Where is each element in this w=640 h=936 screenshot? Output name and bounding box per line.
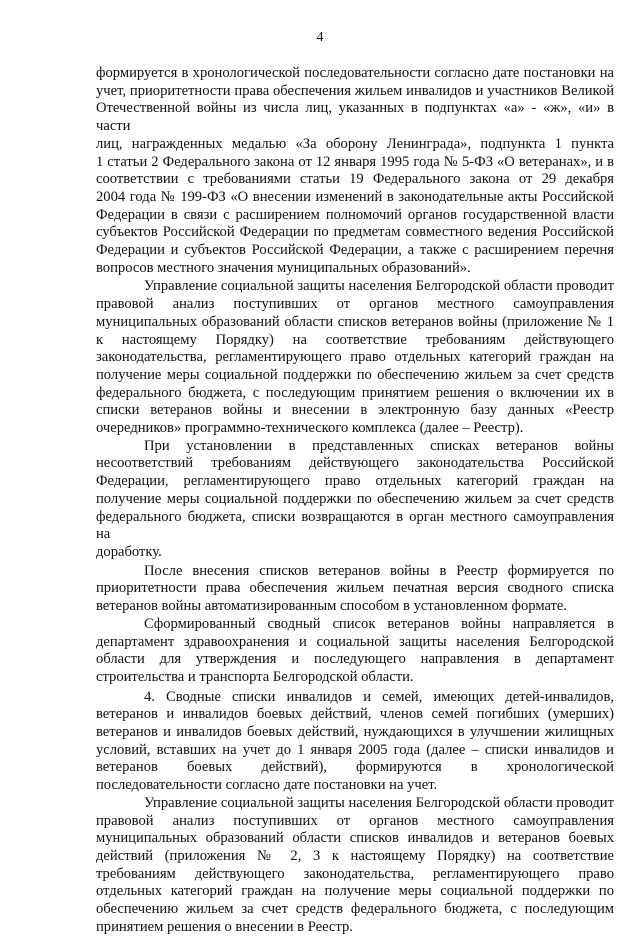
text-line: доработку. [96, 543, 162, 560]
text-line: требованиям действующего законодательства, регламентирующего право [96, 865, 614, 882]
paragraph [96, 795, 614, 936]
text-line: Управление социальной защиты населения Белгородской области проводит [144, 794, 614, 811]
paragraph [96, 65, 614, 277]
text-line: к настоящему Порядку) на соответствие требованиям действующего [96, 331, 614, 348]
text-line: ветеранов войны автоматизированным способом в установленном формате. [96, 598, 568, 615]
text-line: Федерации и субъектов Российской Федерации, а также с расширением перечня [96, 242, 614, 259]
text-line: правовой анализ поступивших от органов местного самоуправления [96, 296, 614, 313]
paragraph [96, 438, 614, 562]
document-body [96, 65, 614, 936]
text-line: федерального бюджета, списки возвращаются в орган местного самоуправления на [96, 508, 614, 543]
text-line: учет, приоритетности права обеспечения жильем инвалидов и участников Великой [96, 82, 614, 99]
text-line: строительства и транспорта Белгородской области. [96, 668, 414, 685]
text-line: департамент здравоохранения и социальной защиты населения Белгородской [96, 633, 614, 650]
text-line: Сформированный сводный список ветеранов войны направляется в [144, 615, 614, 632]
text-line: субъектов Российской Федерации по предметам совместного ведения Российской [96, 224, 614, 241]
text-line: приоритетности права обеспечения жильем печатная версия сводного списка [96, 580, 614, 597]
text-line: 1 статьи 2 Федерального закона от 12 января 1995 года № 5-ФЗ «О ветеранах», и в [96, 153, 614, 170]
text-line: списки ветеранов войны и внесении в электронную базу данных «Реестр [96, 402, 614, 419]
text-line: обеспечению жильем за счет средств федерального бюджета, с последующим [96, 901, 614, 918]
text-line: 4. Сводные списки инвалидов и семей, имеющих детей-инвалидов, [144, 688, 614, 705]
text-line: несоответствий требованиям действующего законодательства Российской [96, 455, 614, 472]
text-line: отдельных категорий граждан на получение меры социальной поддержки по [96, 883, 614, 900]
text-line: 2004 года № 199-ФЗ «О внесении изменений в законодательные акты Российской [96, 188, 614, 205]
page-number: 4 [316, 30, 324, 45]
text-line: лиц, награжденных медалью «За оборону Ленинграда», подпункта 1 пункта [96, 135, 614, 152]
text-line: муниципальных образований области списков инвалидов и ветеранов боевых [96, 830, 614, 847]
text-line: последовательности согласно дате постановки на учет. [96, 777, 438, 794]
text-line: получение меры социальной поддержки по обеспечению жильем за счет средств [96, 366, 614, 383]
paragraph [96, 616, 614, 687]
text-line: области для утверждения и последующего направления в департамент [96, 651, 614, 668]
text-line: Федерации, регламентирующего право отдельных категорий граждан на [96, 473, 614, 490]
text-line: Федерации в связи с расширением полномочий органов государственной власти [96, 206, 614, 223]
text-line: условий, вставших на учет до 1 января 2005 года (далее – списки инвалидов и [96, 741, 614, 758]
paragraph [96, 563, 614, 616]
text-line: федерального бюджета, с последующим принятием решения о включении их в [96, 384, 614, 401]
text-line: ветеранов и инвалидов боевых действий, членов семей погибших (умерших) [96, 706, 614, 723]
text-line: формируется в хронологической последовательности согласно дате постановки на [96, 65, 614, 81]
text-line: Управление социальной защиты населения Белгородской области проводит [144, 278, 614, 295]
paragraph [96, 278, 614, 437]
text-line: действий (приложения № 2, 3 к настоящему Порядку) на соответствие [96, 847, 614, 864]
text-line: соответствии с требованиями статьи 19 Федерального закона от 29 декабря [96, 171, 614, 188]
text-line: муниципальных образований области списков ветеранов войны (приложение № 1 [96, 313, 614, 330]
text-line: правовой анализ поступивших от органов местного самоуправления [96, 812, 614, 829]
text-line: Отечественной войны из числа лиц, указанных в подпунктах «а» - «ж», «и» в части [96, 100, 614, 135]
text-line: очередников» программно-технического комплекса (далее – Реестр). [96, 420, 524, 437]
text-line: При установлении в представленных списках ветеранов войны [144, 437, 614, 454]
text-line: законодательства, регламентирующего право отдельных категорий граждан на [96, 349, 614, 366]
text-line: После внесения списков ветеранов войны в Реестр формируется по [144, 562, 614, 579]
text-line: принятием решения о внесении в Реестр. [96, 918, 353, 935]
paragraph [96, 689, 614, 795]
text-line: ветеранов и инвалидов боевых действий, нуждающихся в улучшении жилищных [96, 724, 614, 741]
text-line: получение меры социальной поддержки по обеспечению жильем за счет средств [96, 490, 614, 507]
text-line: ветеранов боевых действий), формируются в хронологической [96, 759, 614, 776]
text-line: вопросов местного значения муниципальных образований». [96, 259, 471, 276]
